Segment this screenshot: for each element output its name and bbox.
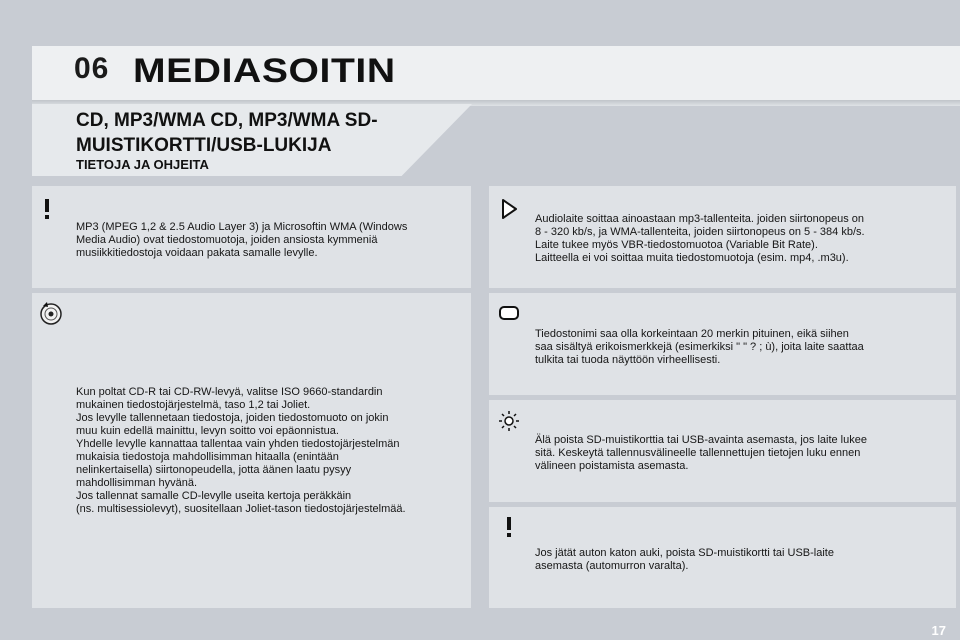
- disc-icon: [38, 300, 64, 326]
- section-subtitle: TIETOJA JA OHJEITA: [76, 157, 209, 172]
- play-icon: [496, 196, 522, 222]
- panel-text: Jos jätät auton katon auki, poista SD-muistikortti tai USB-laite asemasta (automurron varalta).: [535, 547, 834, 572]
- light-icon: [496, 408, 522, 434]
- info-frame-icon: [496, 300, 522, 326]
- chapter-title: MEDIASOITIN: [133, 52, 396, 90]
- warning-icon: [34, 196, 60, 222]
- section-title: CD, MP3/WMA CD, MP3/WMA SD-MUISTIKORTTI/USB-LUKIJA: [76, 110, 378, 156]
- chapter-number: 06: [74, 52, 110, 85]
- panel-text: Kun poltat CD-R tai CD-RW-levyä, valitse ISO 9660-standardin mukainen tiedostojärjestelmä, taso 1,2 tai Joliet. Jos levylle tallennetaan tiedostoja, joiden tiedostomuoto on jokin muu kuin edellä mainittu, levyn soitto voi epäonnistua. Yhdelle levylle kannattaa tallentaa vain yhden tiedostojärjestelmän mukaisia tiedostoja mahdollisimman hitaalla (enintään nelinkertaisella) siirtonopeudella, jotta äänen laatu pysyy mahdollisimman hyvänä. Jos tallennat samalle CD-levylle useita kertoja peräkkäin (ns. multisessiolevyt), suositellaan Joliet-tason tiedostojärjestelmää.: [76, 386, 406, 515]
- panel-text: Älä poista SD-muistikorttia tai USB-avainta asemasta, jos laite lukee sitä. Keskeytä tallennusvälineelle tallennettujen tietojen luku ennen välineen poistamista asemasta.: [535, 434, 867, 472]
- panel-text: MP3 (MPEG 1,2 & 2.5 Audio Layer 3) ja Microsoftin WMA (Windows Media Audio) ovat tiedostomuotoja, joiden ansiosta kymmeniä musiikkitiedostoja voidaan pakata samalle levylle.: [76, 221, 408, 259]
- panel-text: Tiedostonimi saa olla korkeintaan 20 merkin pituinen, eikä siihen saa sisältyä erikoismerkkejä (esimerkiksi " " ? ; ù), joita laite saattaa tulkita tai tuoda näyttöön virheellisesti.: [535, 328, 864, 366]
- panel-text: Audiolaite soittaa ainoastaan mp3-tallenteita. joiden siirtonopeus on 8 - 320 kb/s, ja WMA-tallenteita, joiden siirtonopeus on 5 - 384 kb/s. Laite tukee myös VBR-tiedostomuotoa (Variable Bit Rate). Laitteella ei voi soittaa muita tiedostomuotoja (esim. mp4, .m3u).: [535, 213, 865, 264]
- warning-icon: [496, 514, 522, 540]
- page-number: 17: [931, 623, 946, 638]
